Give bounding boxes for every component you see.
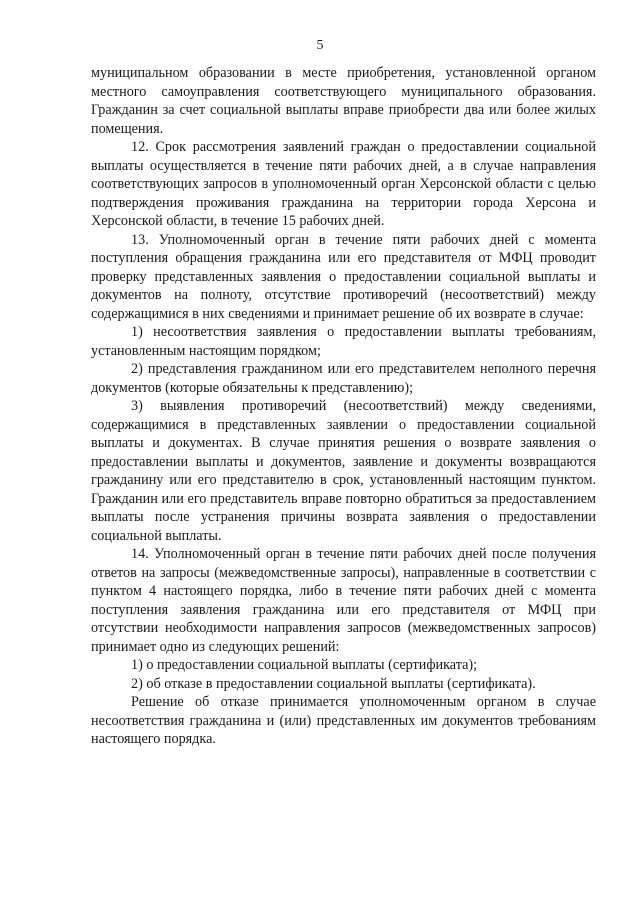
paragraph-13-subitem-1: 1) несоответствия заявления о предоставлении выплаты требованиям, установленным настоящим порядком;: [91, 324, 596, 359]
paragraph-item-13: 13. Уполномоченный орган в течение пяти рабочих дней с момента поступления обращения гражданина или его представителя от МФЦ проводит проверку представленных заявления о предоставлении социальной выплаты и документов на полноту, отсутствие противоречий (несоответствий) между содержащимися в них сведениями и принимает решение об их возврате в случае:: [91, 231, 596, 322]
paragraph-item-12: 12. Срок рассмотрения заявлений граждан о предоставлении социальной выплаты осуществляется в течение пяти рабочих дней, а в случае направления соответствующих запросов в уполномоченный орган Херсонской области с целью подтверждения проживания гражданина на территории города Херсона и Херсонской области, в течение 15 рабочих дней.: [91, 139, 596, 229]
paragraph-14-subitem-1: 1) о предоставлении социальной выплаты (сертификата);: [131, 657, 478, 673]
paragraph-refusal-decision: Решение об отказе принимается уполномоченным органом в случае несоответствия гражданина и (или) представленных им документов требованиям настоящего порядка.: [91, 694, 596, 747]
paragraph-item-14: 14. Уполномоченный орган в течение пяти рабочих дней после получения ответов на запросы (межведомственные запросы), направленные в соответствии с пунктом 4 настоящего порядка, либо в течение пяти рабочих дней с момента поступления заявления гражданина или его представителя от МФЦ при отсутствии необходимости направления запросов (межведомственных запросов) принимает одно из следующих решений:: [91, 546, 596, 655]
page-number: 5: [316, 38, 324, 53]
paragraph-13-subitem-3: 3) выявления противоречий (несоответствий) между сведениями, содержащимися в представленных заявлении о предоставлении социальной выплаты и документах. В случае принятия решения о возврате заявления о предоставлении выплаты и документов, заявление и документы возвращаются гражданину или его представителю в срок, установленный настоящим пунктом. Гражданин или его представитель вправе повторно обратиться за предоставлением выплаты после устранения причины возврата заявления о предоставлении социальной выплаты.: [91, 398, 596, 544]
paragraph-13-subitem-2: 2) представления гражданином или его представителем неполного перечня документов (которые обязательны к представлению);: [91, 361, 596, 396]
paragraph-continuation: муниципальном образовании в месте приобретения, установленной органом местного самоуправления соответствующего муниципального образования. Гражданин за счет социальной выплаты вправе приобрести два или более жилых помещения.: [91, 65, 596, 137]
paragraph-14-subitem-2: 2) об отказе в предоставлении социальной выплаты (сертификата).: [131, 675, 536, 692]
document-body: [91, 64, 596, 749]
